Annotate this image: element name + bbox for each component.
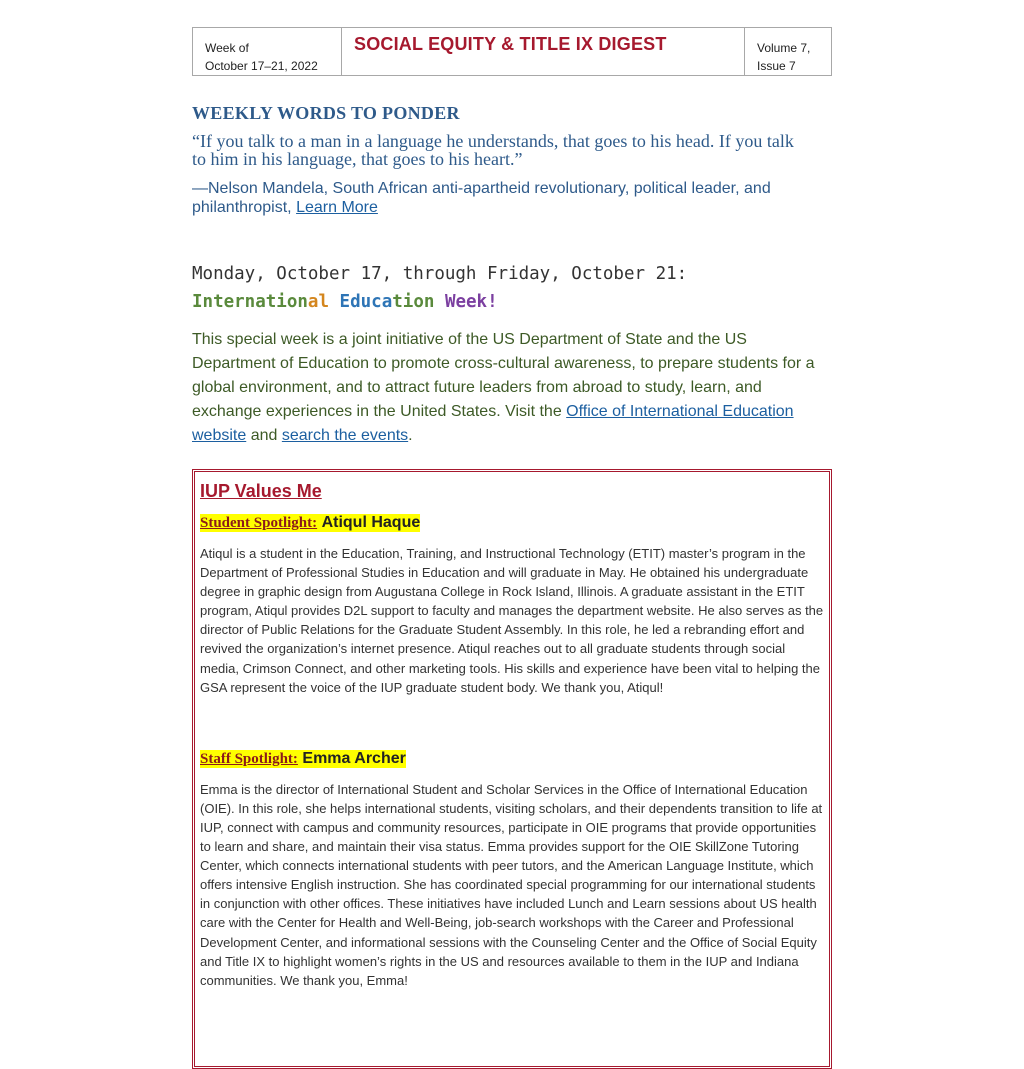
quote-attribution: [192, 179, 792, 217]
section-spacer: [200, 697, 824, 738]
iup-values-box: [192, 469, 832, 1069]
iew-heading: [192, 260, 832, 316]
newsletter: [192, 27, 832, 448]
iew-body: This special week is a joint initiative of the US Department of State and the US Department of Education to promote cross-cultural awareness, to prepare students for a global environment, and to attract future leaders from abroad to study, learn, and exchange experiences in the United States. Visit the Office of International Education website and search the events.: [192, 331, 815, 444]
student-spotlight-label: Student Spotlight:: [200, 515, 318, 531]
newsletter-title: SOCIAL EQUITY & TITLE IX DIGEST: [354, 34, 667, 54]
ponder-heading: WEEKLY WORDS TO PONDER: [192, 103, 460, 123]
iew-heading-dates: Monday, October 17, through Friday, October 21:: [192, 264, 688, 284]
masthead-table: [192, 27, 832, 76]
issue-label: Issue 7: [757, 59, 796, 73]
volume-label: Volume 7,: [757, 41, 811, 55]
staff-name: Emma Archer: [302, 749, 406, 767]
student-spotlight-text: Atiqul is a student in the Education, Training, and Instructional Technology (ETIT) master’s program in the Department of Professional Studies in Education and will graduate in May. He obtained his undergraduate degree in graphic design from Augustana College in Rock Island, Illinois. A graduate assistant in the ETIT program, Atiqul provides D2L support to faculty and manages the department website. He also serves as the director of Public Relations for the Graduate Student Assembly. In this role, he led a rebranding effort and revived the organization’s internet presence. Atiqul reaches out to all graduate students through social media, Crimson Connect, and other marketing tools. His skills and experience have been vital to helping the GSA represent the voice of the IUP graduate student body. We thank you, Atiqul!: [200, 546, 824, 695]
iew-word-week: Week!: [444, 292, 498, 312]
week-label: Week of: [205, 41, 249, 55]
iew-word-international: International: [192, 292, 329, 312]
iew-word-education: Education: [339, 292, 435, 312]
week-dates: October 17–21, 2022: [205, 59, 318, 73]
mandela-quote: “If you talk to a man in a language he understands, that goes to his head. If you talk to him in his language, that goes to his heart.”: [192, 131, 794, 169]
search-events-link[interactable]: search the events: [281, 427, 409, 444]
staff-spotlight-label: Staff Spotlight:: [200, 750, 298, 767]
iup-values-heading: IUP Values Me: [200, 481, 322, 501]
student-spotlight-header: [200, 514, 420, 532]
masthead-issue-cell: [745, 28, 831, 75]
learn-more-link[interactable]: Learn More: [296, 199, 378, 216]
staff-spotlight-header: [200, 750, 406, 768]
attribution-text: —Nelson Mandela, South African anti-apartheid revolutionary, political leader, and philanthropist,: [192, 180, 771, 216]
masthead-week-cell: [193, 28, 342, 75]
iew-body-text: This special week is a joint initiative of the US Department of State and the US Department of Education to promote cross-cultural awareness, to prepare students for a global environment, and to attract future leaders from abroad to study, learn, and exchange experiences in the United States. Visit the: [192, 331, 815, 420]
masthead-title-cell: [342, 28, 745, 75]
oie-website-link[interactable]: Office of International Education website: [192, 403, 794, 444]
student-name: Atiqul Haque: [321, 514, 421, 531]
staff-spotlight-text: Emma is the director of International Student and Scholar Services in the Office of International Education (OIE). In this role, she helps international students, visiting scholars, and their dependents transition to life at IUP, connect with campus and community resources, participate in OIE programs that provide opportunities to learn and share, and maintain their visa status. Emma provides support for the OIE SkillZone Tutoring Center, which connects international students with peer tutors, and the American Language Institute, which offers intensive English instruction. She has coordinated special programming for our international students in conjunction with other offices. These initiatives have included Lunch and Learn sessions about US health care with the Center for Health and Well-Being, job-search workshops with the Career and Professional Development Center, and informational sessions with the Counseling Center and the Office of Social Equity and Title IX to highlight women’s rights in the US and resources available to them in the IUP and Indiana communities. We thank you, Emma!: [200, 781, 823, 988]
